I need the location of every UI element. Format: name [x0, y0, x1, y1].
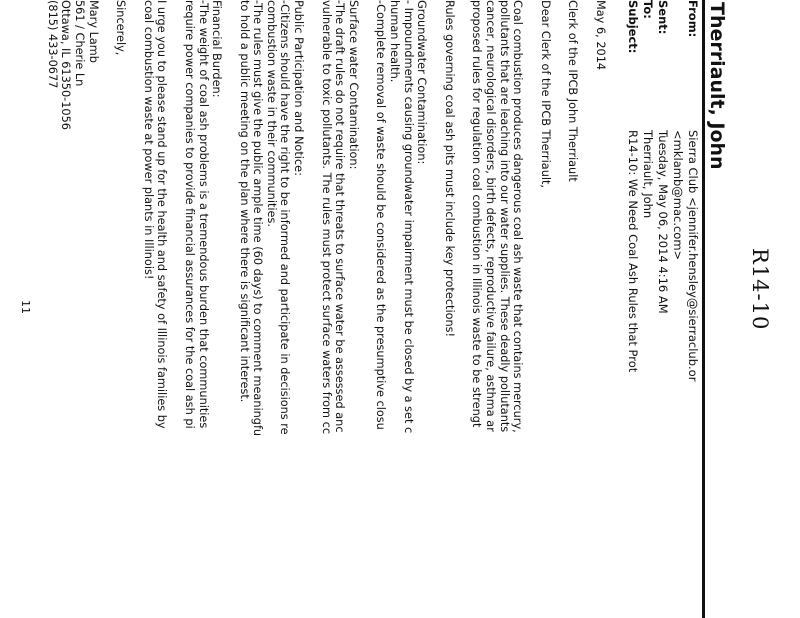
section-line: to hold a public meeting on the plan where there is significant interest.: [237, 0, 251, 403]
to-label: To:: [641, 0, 655, 19]
signoff: Sincerely,: [114, 0, 128, 56]
header-divider: [702, 0, 705, 618]
section-heading: Public Participation and Notice:: [292, 0, 306, 176]
surface-water-section: [319, 0, 360, 618]
section-line: -The rules must give the public ample time (60 days) to comment meaningfu: [251, 0, 265, 437]
section-line: -The weight of coal ash problems is a tremendous burden that communities: [196, 0, 210, 429]
groundwater-section: [374, 0, 428, 618]
section-heading: Financial Burden:: [210, 0, 224, 98]
section-line: require power companies to provide financial assurances for the coal ash pi: [182, 0, 196, 429]
sent-row: [655, 0, 670, 381]
intro-line: proposed rules for regulation coal combustion in Illinois waste to be strengt: [470, 0, 484, 428]
key-protections-line: Rules governing coal ash pits must include key protections!: [442, 0, 456, 338]
section-line: -Citizens should have the right to be informed and participate in decisions re: [278, 0, 292, 435]
sent-label: Sent:: [656, 0, 670, 35]
from-email: <mklamb@mac.com>: [671, 130, 685, 261]
intro-line: cancer, neurological disorders, birth defects, reproductive failure, asthma ar: [484, 0, 498, 432]
closing-plea: [141, 0, 168, 618]
subject-label: Subject:: [626, 0, 640, 54]
docket-stamp: R14-10: [748, 248, 772, 331]
section-line: combustion waste in their communities.: [264, 0, 278, 227]
from-value: Sierra Club <jennifer.hensley@sierraclub.or: [686, 130, 700, 382]
letter-body: [31, 0, 607, 618]
page-number: 11: [19, 300, 32, 314]
subject-value: R14-10: We Need Coal Ash Rules that Prot: [626, 130, 640, 373]
closing-line: I urge you to please stand up for the health and safety of Illinois families by: [155, 0, 169, 429]
closing-line: coal combustion waste at power plants in Illinois!: [141, 0, 155, 280]
section-line: vulnerable to toxic pollutants. The rules must protect surface waters from cc: [319, 0, 333, 435]
email-header: [625, 0, 700, 381]
letter-date: May 6, 2014: [594, 0, 607, 71]
signer-phone: (815) 433-0677: [45, 0, 59, 89]
section-line: human health.: [388, 0, 402, 83]
intro-line: Coal combustion produces dangerous coal ash waste that contains mercury,: [511, 0, 525, 433]
from-row: [685, 0, 700, 381]
signer-street: 561 / Cherie Ln: [72, 0, 86, 87]
signer-name: Mary Lamb: [86, 0, 100, 63]
letter-salutation: Dear Clerk of the IPCB Therriault,: [538, 0, 552, 189]
section-line: - Impoundments causing groundwater impairment must be closed by a set c: [401, 0, 415, 434]
from-row-continued: [670, 0, 685, 381]
signer-city: Ottawa, IL 61350-1056: [59, 0, 73, 130]
sent-value: Tuesday, May 06, 2014 4:16 AM: [656, 130, 670, 314]
section-line: -The draft rules do not require that threats to surface water be assessed anc: [333, 0, 347, 433]
to-value: Therriault, John: [641, 130, 655, 219]
from-label: From:: [686, 0, 700, 38]
section-heading: Groundwater Contamination:: [415, 0, 429, 165]
sender-name: Therriault, John: [706, 2, 728, 170]
intro-line: pollutants that are leaching into our water supplies. These deadly pollutants: [497, 0, 511, 433]
to-row: [640, 0, 655, 381]
financial-section: [182, 0, 223, 618]
signature-block: [45, 0, 99, 618]
section-heading: Surface water Contamination:: [346, 0, 360, 170]
letter-recipient: Clerk of the IPCB John Therriault: [566, 0, 580, 182]
participation-section: [237, 0, 305, 618]
subject-row: [625, 0, 640, 381]
section-line: -Complete removal of waste should be considered as the presumptive closu: [374, 0, 388, 430]
intro-paragraph: [470, 0, 524, 618]
